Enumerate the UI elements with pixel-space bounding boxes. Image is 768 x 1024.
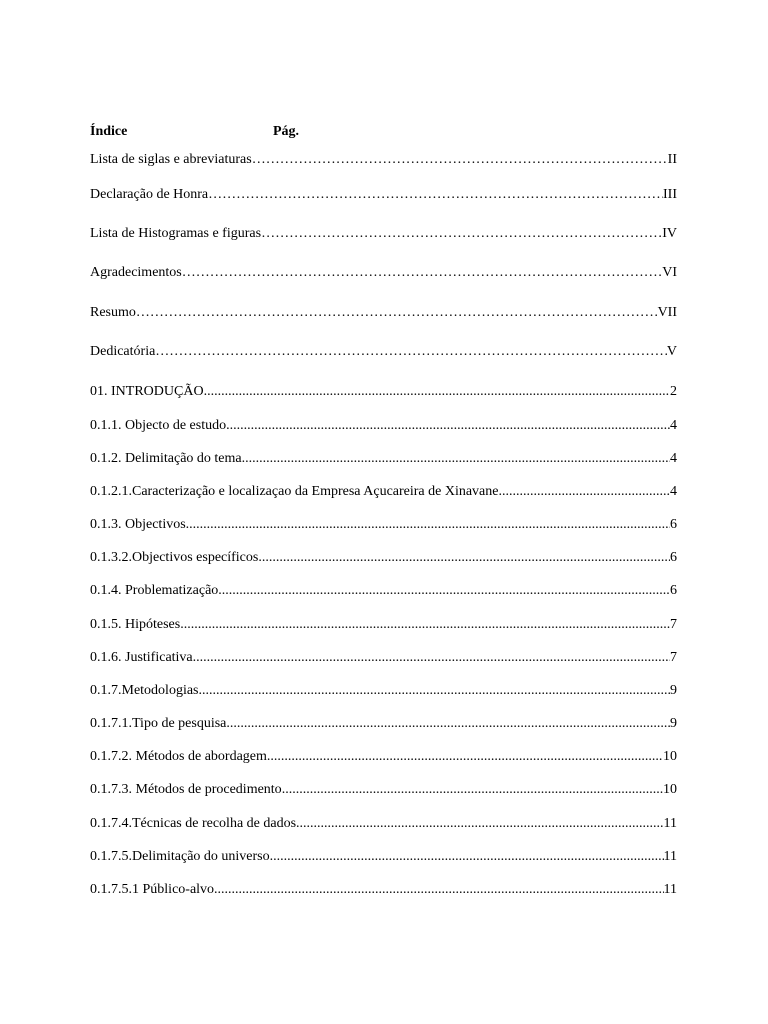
dot-leader [182,264,662,282]
dot-leader [242,450,670,468]
toc-entry-label: 0.1.6. Justificativa [90,650,193,665]
toc-entry [90,781,677,799]
toc-entry-page: 2 [670,384,677,399]
toc-entry [90,848,677,866]
toc-entry-label: 0.1.3. Objectivos [90,517,186,532]
toc-entry-page: 4 [670,484,677,499]
toc-entry [90,225,677,243]
toc-entry [90,582,677,600]
toc-entry-page: III [663,187,677,202]
dot-leader [252,151,668,169]
dot-leader [204,383,670,401]
toc-entry-page: 11 [663,816,677,831]
toc-entry-label: 0.1.5. Hipóteses [90,617,181,632]
toc-entry-page: 4 [670,418,677,433]
dot-leader [218,582,670,600]
toc-entry-page: 7 [670,650,677,665]
toc-entry-page: 7 [670,617,677,632]
dot-leader [261,225,662,243]
toc-entry [90,383,677,401]
toc-entry [90,417,677,435]
toc-entry-page: 9 [670,683,677,698]
toc-entry-label: 0.1.1. Objecto de estudo [90,418,227,433]
toc-entry-label: 0.1.2. Delimitação do tema [90,451,242,466]
toc-entry-page: 11 [663,882,677,897]
toc-entry-page: VII [657,305,677,320]
toc-entry-page: 6 [670,517,677,532]
toc-entry [90,815,677,833]
toc-entry-page: V [666,344,677,359]
toc-entry-label: 0.1.3.2.Objectivos específicos [90,550,259,565]
index-heading: Índice [90,124,128,139]
toc-entry [90,649,677,667]
toc-entry [90,881,677,899]
toc-entry [90,264,677,282]
toc-entry [90,483,677,501]
dot-leader [258,549,670,567]
toc-entry-page: 9 [670,716,677,731]
toc-entry-page: 10 [663,749,677,764]
toc-entry-label: Lista de Histogramas e figuras [90,226,262,241]
toc-entry-label: Dedicatória [90,344,156,359]
dot-leader [193,649,670,667]
toc-entry [90,715,677,733]
page-column-heading: Pág. [273,124,300,139]
toc-entry-label: Resumo [90,305,136,320]
toc-entry-label: 01. INTRODUÇÃO [90,384,204,399]
dot-leader [499,483,671,501]
toc-entry-label: 0.1.7.5.Delimitação do universo [90,849,270,864]
toc-entry [90,516,677,534]
dot-leader [226,715,670,733]
toc-entry [90,343,677,361]
toc-entry-page: 6 [670,550,677,565]
toc-entry-label: 0.1.7.Metodologias [90,683,199,698]
toc-entry-page: 10 [663,782,677,797]
toc-entry-label: 0.1.7.2. Métodos de abordagem [90,749,267,764]
dot-leader [208,186,663,204]
toc-entry [90,151,677,169]
toc-entry-label: 0.1.7.4.Técnicas de recolha de dados [90,816,297,831]
dot-leader [180,616,670,634]
toc-entry-label: 0.1.2.1.Caracterização e localizaçao da Empresa Açucareira de Xinavane [90,484,499,499]
dot-leader [155,343,667,361]
toc-entry-page: 6 [670,583,677,598]
dot-leader [186,516,670,534]
toc-entry-page: VI [662,265,677,280]
dot-leader [136,304,658,322]
toc-entry-label: 0.1.7.3. Métodos de procedimento [90,782,282,797]
toc-entry-page: 11 [663,849,677,864]
dot-leader [296,815,663,833]
toc-entry-page: II [667,152,677,167]
toc-entry [90,304,677,322]
toc-entry-page: 4 [670,451,677,466]
dot-leader [282,781,663,799]
toc-entry-label: 0.1.4. Problematização [90,583,219,598]
toc-entry [90,186,677,204]
dot-leader [199,682,671,700]
toc-entry-label: Declaração de Honra [90,187,209,202]
toc-entry [90,549,677,567]
dot-leader [270,848,664,866]
toc-entry-label: 0.1.7.1.Tipo de pesquisa [90,716,227,731]
dot-leader [267,748,663,766]
toc-entry-label: 0.1.7.5.1 Público-alvo [90,882,215,897]
toc-entry-label: Lista de siglas e abreviaturas [90,152,252,167]
toc-entry-label: Agradecimentos [90,265,182,280]
toc-entry [90,748,677,766]
dot-leader [226,417,670,435]
toc-entry [90,450,677,468]
toc-entry [90,682,677,700]
toc-entry-page: IV [662,226,677,241]
dot-leader [214,881,663,899]
toc-entry [90,616,677,634]
